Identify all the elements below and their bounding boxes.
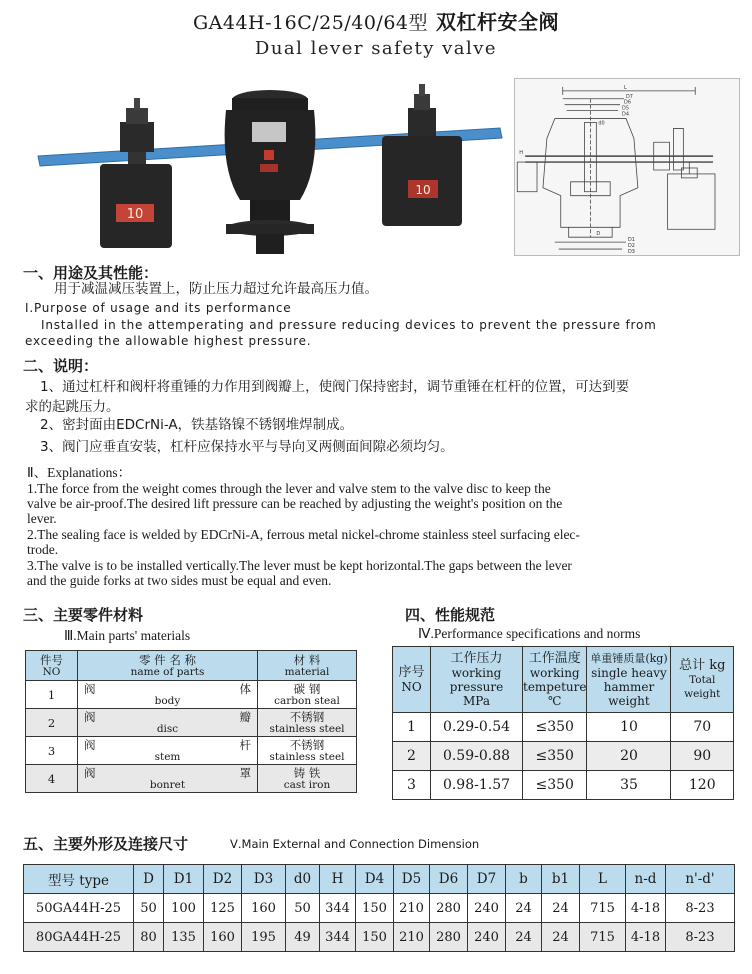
table-row: 4 阀 罩 bonret 铸 铁 cast iron	[26, 765, 357, 793]
sec5-heading-cn: 五、主要外形及连接尺寸	[23, 835, 189, 853]
product-photo	[30, 78, 510, 258]
dim-cell: 344	[320, 894, 356, 923]
dim-cell: 150	[356, 894, 394, 923]
materials-col-material: 材 料 material	[258, 651, 357, 681]
right-weight-label: 10	[415, 183, 431, 197]
dim-cell: 24	[506, 923, 542, 952]
document-title	[0, 6, 752, 35]
right-weight	[382, 84, 462, 226]
sec2-en1-l1: 1.The force from the weight comes through the lever and valve stem to the valve disc to keep the	[27, 481, 551, 496]
materials-col-name: 零 件 名 称 name of parts	[78, 651, 258, 681]
dim-d0: d0	[598, 120, 605, 127]
title-en: Dual lever safety valve	[254, 38, 498, 59]
dim-cell: 195	[242, 923, 286, 952]
dim-H: H	[519, 150, 523, 157]
sec5-heading-en: Ⅴ.Main External and Connection Dimension	[230, 837, 480, 851]
table-row: 1 0.29-0.54 ≤350 10 70	[393, 713, 734, 742]
dim-cell: 210	[394, 923, 430, 952]
dim-cell: 715	[580, 923, 626, 952]
table-row: 1 阀 体 body 碳 钢 carbon steal	[26, 681, 357, 709]
dim-cell: 24	[506, 894, 542, 923]
left-weight-label: 10	[126, 207, 144, 222]
dim-cell: 280	[430, 923, 468, 952]
dim-cell: 4-18	[626, 894, 666, 923]
performance-table	[392, 646, 734, 800]
dim-D6: D6	[624, 99, 631, 106]
dim-D2: D2	[627, 243, 635, 250]
dim-col-header: n'-d'	[666, 865, 735, 894]
sec2-en1-l2: valve be air-proof.The desired lift pressure can be reached by adjusting the weight's position on the	[27, 496, 563, 511]
table-row: 2 0.59-0.88 ≤350 20 90	[393, 742, 734, 771]
dim-col-header: D	[134, 865, 164, 894]
dimension-table	[23, 864, 735, 952]
dim-cell: 240	[468, 923, 506, 952]
perf-col-weight: 单重锤质量(kg) single heavy hammer weight	[587, 647, 671, 713]
dim-cell: 210	[394, 894, 430, 923]
materials-col-no: 件号 NO	[26, 651, 78, 681]
sec1-heading: 一、用途及其性能：	[23, 264, 159, 282]
dim-D7: D7	[626, 93, 633, 100]
sec2-en2-l1: 2.The sealing face is welded by EDCrNi-A, ferrous metal nickel-chrome stainless steel surfacing elec-	[27, 527, 580, 542]
dim-cell: 715	[580, 894, 626, 923]
sec2-cn1-line2: 求的起跳压力。	[25, 399, 120, 415]
dim-cell: 150	[356, 923, 394, 952]
title-cn: 双杠杆安全阀	[436, 10, 559, 34]
perf-col-total: 总计 kg Total weight	[671, 647, 734, 713]
dim-cell: 50GA44H-25	[24, 894, 134, 923]
dim-cell: 240	[468, 894, 506, 923]
dim-cell: 100	[164, 894, 204, 923]
dim-col-header: D2	[204, 865, 242, 894]
dim-D: D	[596, 231, 601, 238]
dim-D4: D4	[622, 111, 630, 118]
sec2-heading: 二、说明：	[23, 357, 99, 375]
dim-col-header: D7	[468, 865, 506, 894]
sec3-en-heading: Ⅲ.Main parts' materials	[64, 628, 191, 643]
dim-D1: D1	[627, 237, 635, 244]
dim-cell: 160	[204, 923, 242, 952]
dim-col-header: D5	[394, 865, 430, 894]
dim-cell: 160	[242, 894, 286, 923]
table-row	[24, 894, 735, 923]
dim-cell: 125	[204, 894, 242, 923]
dim-col-header: D3	[242, 865, 286, 894]
dim-D5: D5	[622, 105, 630, 112]
dim-cell: 24	[542, 923, 580, 952]
dim-cell: 4-18	[626, 923, 666, 952]
sec1-en-line2: exceeding the allowable highest pressure.	[25, 334, 312, 348]
dim-col-header: D1	[164, 865, 204, 894]
sec2-cn1-line1: 1、通过杠杆和阀杆将重锤的力作用到阀瓣上，使阀门保持密封，调节重锤在杠杆的位置，可达到要	[40, 379, 630, 395]
sec4-en-heading: Ⅳ.Performance specifications and norms	[418, 626, 641, 641]
perf-col-no: 序号 NO	[393, 647, 431, 713]
sec4-heading: 四、性能规范	[405, 606, 496, 624]
materials-table	[25, 650, 357, 793]
dim-cell: 135	[164, 923, 204, 952]
perf-col-pressure: 工作压力 working pressure MPa	[431, 647, 523, 713]
dim-col-header: D6	[430, 865, 468, 894]
dim-col-header: H	[320, 865, 356, 894]
sec1-en-line1: Installed in the attemperating and pressure reducing devices to prevent the pressure from	[41, 318, 657, 332]
dim-cell: 8-23	[666, 894, 735, 923]
dim-col-header: b	[506, 865, 542, 894]
sec2-cn3: 3、阀门应垂直安装，杠杆应保持水平与导向叉两侧面间隙必须均匀。	[40, 439, 454, 455]
dim-col-header: b1	[542, 865, 580, 894]
dim-L: L	[624, 84, 627, 91]
dim-cell: 49	[286, 923, 320, 952]
sec1-cn-text: 用于减温减压装置上，防止压力超过允许最高压力值。	[54, 281, 378, 297]
dim-col-header: L	[580, 865, 626, 894]
perf-col-temperature: 工作温度 working tempeture ℃	[523, 647, 587, 713]
dim-cell: 280	[430, 894, 468, 923]
dim-cell: 50	[134, 894, 164, 923]
sec2-en-heading: Ⅱ、Explanations：	[27, 465, 132, 480]
dim-cell: 50	[286, 894, 320, 923]
sec1-en-heading: Ⅰ.Purpose of usage and its performance	[25, 301, 292, 315]
sec2-en2-l2: trode.	[27, 542, 59, 557]
valve-body	[225, 90, 316, 254]
table-row	[24, 923, 735, 952]
dim-col-header: 型号 type	[24, 865, 134, 894]
dim-cell: 344	[320, 923, 356, 952]
dim-col-header: d0	[286, 865, 320, 894]
sec2-cn2: 2、密封面由EDCrNi-A，铁基铬镍不锈钢堆焊制成。	[40, 417, 354, 433]
table-row: 3 阀 杆 stem 不锈钢 stainless steel	[26, 737, 357, 765]
sec2-en3-l2: and the guide forks at two sides must be equal and even.	[27, 573, 332, 588]
sec2-en3-l1: 3.The valve is to be installed vertically.The lever must be kept horizontal.The gaps between the lever	[27, 558, 572, 573]
dim-D3: D3	[627, 249, 635, 256]
left-weight	[100, 98, 172, 248]
dim-cell: 80GA44H-25	[24, 923, 134, 952]
technical-drawing	[514, 78, 740, 256]
dim-cell: 8-23	[666, 923, 735, 952]
dim-cell: 24	[542, 894, 580, 923]
sec3-heading: 三、主要零件材料	[23, 606, 144, 624]
sec2-en1-l3: lever.	[27, 511, 57, 526]
model-code: GA44H-16C/25/40/64型	[192, 12, 428, 34]
dim-col-header: n-d	[626, 865, 666, 894]
table-row: 3 0.98-1.57 ≤350 35 120	[393, 771, 734, 800]
dim-cell: 80	[134, 923, 164, 952]
dim-col-header: D4	[356, 865, 394, 894]
table-row: 2 阀 瓣 disc 不锈钢 stainless steel	[26, 709, 357, 737]
